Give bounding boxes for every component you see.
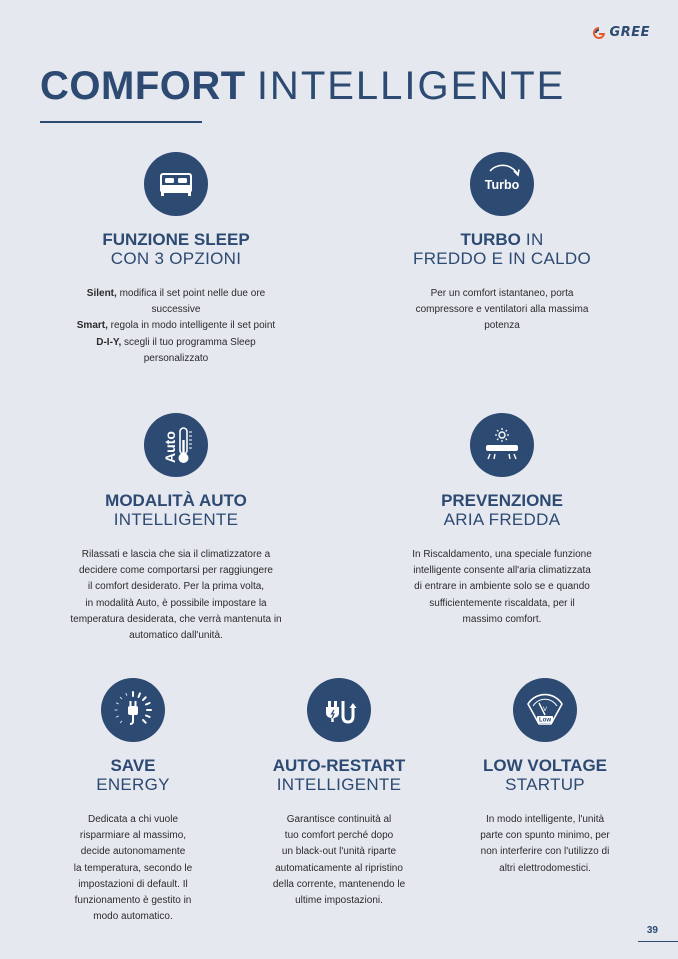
auto-title-line2: INTELLIGENTE xyxy=(113,510,239,529)
turbo-line: compressore e ventilatori alla massima xyxy=(415,304,589,316)
turbo-title-rest: IN xyxy=(520,230,544,249)
gree-logo xyxy=(591,25,650,40)
page-title-bold: COMFORT xyxy=(40,64,246,108)
save-title-bold: SAVE xyxy=(110,756,156,775)
lowvoltage-line: parte con spunto minimo, per xyxy=(480,830,610,842)
save-line: funzionamento è gestito in xyxy=(74,895,192,907)
feature-auto-restart xyxy=(252,678,426,909)
restart-description xyxy=(252,812,426,909)
save-line: risparmiare al massimo, xyxy=(79,830,187,842)
sleep-title xyxy=(38,230,314,268)
auto-icon-circle xyxy=(144,413,208,477)
restart-line: ultime impostazioni. xyxy=(295,895,383,907)
auto-description xyxy=(38,547,314,644)
restart-title-line2: INTELLIGENTE xyxy=(276,775,402,794)
restart-line: tuo comfort perché dopo xyxy=(284,830,394,842)
heating-unit-icon xyxy=(480,423,524,467)
save-line: decide autonomamente xyxy=(80,846,186,858)
lowvoltage-title xyxy=(459,756,631,794)
turbo-title-bold: TURBO xyxy=(460,230,521,249)
prevention-title-bold: PREVENZIONE xyxy=(441,491,563,510)
prevention-line: sufficientemente riscaldata, per il xyxy=(429,597,575,609)
logo-text: GREE xyxy=(609,25,650,40)
turbo-icon-circle xyxy=(470,152,534,216)
feature-turbo xyxy=(364,152,640,335)
svg-text:Low: Low xyxy=(539,717,551,724)
save-line: la temperatura, secondo le xyxy=(73,862,193,874)
page-title-light: INTELLIGENTE xyxy=(256,64,566,108)
turbo-title-line2: FREDDO E IN CALDO xyxy=(413,249,591,268)
lowvoltage-line: In modo intelligente, l'unità xyxy=(485,814,605,825)
prevention-line: massimo comfort. xyxy=(462,613,542,625)
lowvoltage-line: non interferire con l'utilizzo di xyxy=(480,846,610,858)
restart-title-bold: AUTO-RESTART xyxy=(272,756,406,775)
restart-line: della corrente, mantenendo le xyxy=(272,878,406,890)
save-line: impostazioni di default. Il xyxy=(78,878,188,890)
auto-title xyxy=(38,491,314,529)
title-underline xyxy=(40,121,202,123)
sleep-line: Smart, regola in modo intelligente il set point xyxy=(76,320,276,332)
feature-auto xyxy=(38,413,314,644)
page-title xyxy=(40,64,565,108)
turbo-icon xyxy=(474,156,530,212)
prevention-line: In Riscaldamento, una speciale funzione xyxy=(412,549,592,560)
turbo-line: Per un comfort istantaneo, porta xyxy=(430,288,574,299)
restart-line: automaticamente al ripristino xyxy=(275,862,403,874)
prevention-line: di entrare in ambiente solo se e quando xyxy=(414,581,590,593)
auto-line: in modalità Auto, è possibile impostare la xyxy=(85,597,267,609)
thermometer-auto-icon xyxy=(151,420,201,470)
plug-gauge-icon xyxy=(109,686,157,734)
restart-icon-circle xyxy=(307,678,371,742)
feature-cold-air-prevention xyxy=(364,413,640,628)
voltmeter-icon xyxy=(521,686,569,734)
save-title xyxy=(48,756,218,794)
bed-icon xyxy=(158,170,194,198)
lowvoltage-description xyxy=(459,812,631,877)
sleep-description xyxy=(38,286,314,367)
feature-save-energy xyxy=(48,678,218,925)
svg-text:V: V xyxy=(542,707,548,713)
save-icon-circle xyxy=(101,678,165,742)
sleep-line: personalizzato xyxy=(143,352,209,364)
auto-line: automatico dall'unità. xyxy=(129,630,223,642)
save-line: Dedicata a chi vuole xyxy=(87,814,179,825)
page-number-rule xyxy=(638,941,678,942)
lowvoltage-icon-circle xyxy=(513,678,577,742)
gree-logo-icon xyxy=(591,26,607,40)
prevention-icon-circle xyxy=(470,413,534,477)
prevention-description xyxy=(364,547,640,628)
svg-text:Auto: Auto xyxy=(162,431,178,463)
sleep-title-bold: FUNZIONE SLEEP xyxy=(102,230,250,249)
auto-line: decidere come comportarsi per raggiungere xyxy=(79,565,273,577)
auto-title-bold: MODALITÀ AUTO xyxy=(105,491,247,510)
sleep-line: D-I-Y, scegli il tuo programma Sleep xyxy=(96,336,256,348)
feature-sleep xyxy=(38,152,314,367)
turbo-line: potenza xyxy=(484,320,520,332)
restart-line: Garantisce continuità al xyxy=(286,814,392,825)
page-number: 39 xyxy=(646,925,658,936)
lowvoltage-title-bold: LOW VOLTAGE xyxy=(482,756,608,775)
sleep-line: successive xyxy=(151,304,201,316)
turbo-title xyxy=(364,230,640,268)
prevention-title-line2: ARIA FREDDA xyxy=(443,510,561,529)
save-title-line2: ENERGY xyxy=(96,775,170,794)
save-description xyxy=(48,812,218,925)
restart-line: un black-out l'unità riparte xyxy=(281,846,397,858)
sleep-title-line2: CON 3 OPZIONI xyxy=(110,249,242,268)
prevention-line: intelligente consente all'aria climatizzata xyxy=(413,565,591,577)
auto-line: temperatura desiderata, che verrà mantenuta in xyxy=(70,613,282,625)
feature-low-voltage xyxy=(459,678,631,877)
plug-restart-icon xyxy=(315,686,363,734)
sleep-line: Silent, modifica il set point nelle due ore xyxy=(86,288,266,299)
save-line: modo automatico. xyxy=(93,911,173,923)
auto-line: Rilassati e lascia che sia il climatizzatore a xyxy=(81,549,271,560)
restart-title xyxy=(252,756,426,794)
lowvoltage-title-line2: STARTUP xyxy=(505,775,585,794)
prevention-title xyxy=(364,491,640,529)
auto-line: il comfort desiderato. Per la prima volta, xyxy=(87,581,265,593)
lowvoltage-line: altri elettrodomestici. xyxy=(499,862,591,874)
sleep-icon-circle xyxy=(144,152,208,216)
svg-text:Turbo: Turbo xyxy=(484,178,520,192)
turbo-description xyxy=(364,286,640,335)
